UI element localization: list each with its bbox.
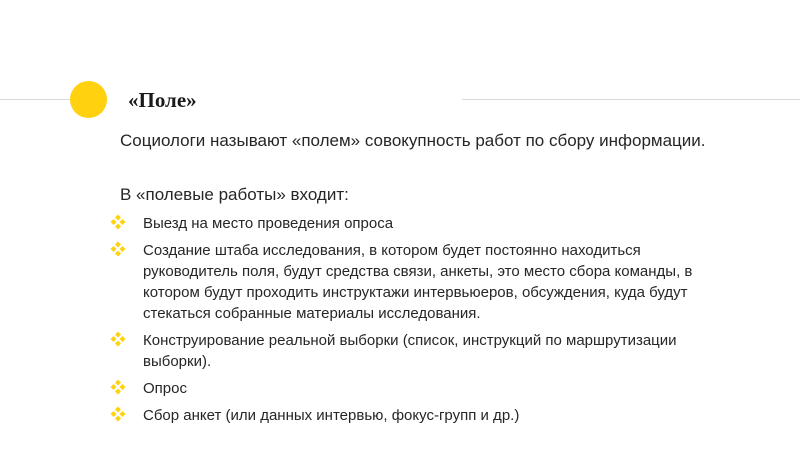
bullet-text: Конструирование реальной выборки (список, инструкций по маршрутизации выборки).: [143, 332, 677, 370]
four-diamond-icon: [110, 406, 126, 422]
slide-title: «Поле»: [128, 88, 197, 112]
bullet-text: Сбор анкет (или данных интервью, фокус-групп и др.): [143, 407, 520, 424]
accent-circle: [70, 81, 107, 118]
bullet-text: Создание штаба исследования, в котором будет постоянно находиться руководитель поля, будут средства связи, анкеты, это место сбора команды, в котором будут проходить инструктажи интервьюеров, обсуждения, куда будут стекаться собранные материалы исследования.: [143, 242, 693, 322]
header-rule-right: [462, 99, 800, 100]
bullet-item: [110, 240, 710, 324]
bullet-list: [110, 213, 710, 432]
bullet-text: Выезд на место проведения опроса: [143, 215, 394, 232]
bullet-item: [110, 378, 710, 399]
header-rule-left: [0, 99, 70, 100]
intro-lead-in: В «полевые работы» входит:: [120, 185, 349, 204]
four-diamond-icon: [110, 379, 126, 395]
bullet-item: [110, 330, 710, 372]
four-diamond-icon: [110, 331, 126, 347]
four-diamond-icon: [110, 241, 126, 257]
bullet-text: Опрос: [143, 380, 187, 397]
bullet-item: [110, 213, 710, 234]
intro-paragraph: Социологи называют «полем» совокупность работ по сбору информации.: [120, 131, 706, 150]
bullet-item: [110, 405, 710, 426]
four-diamond-icon: [110, 214, 126, 230]
